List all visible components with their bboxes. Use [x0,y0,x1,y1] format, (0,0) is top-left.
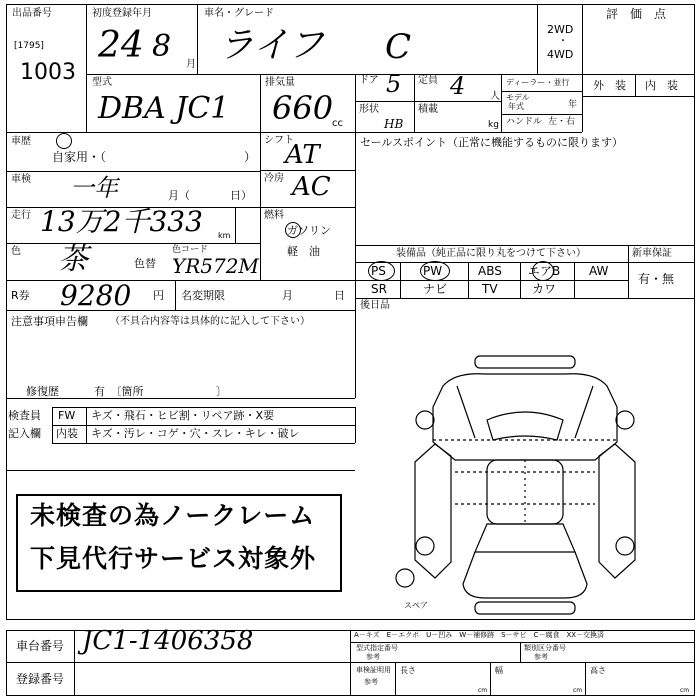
aircon-label: 冷房 [264,173,284,184]
history-circle-mark [56,133,72,149]
capacity-unit: 人 [490,91,500,102]
fuel-label: 燃料 [264,210,284,221]
shaken-label: 車検 [11,174,31,185]
stamp-line-2: 下見代行サービス対象外 [30,544,317,573]
model-year-unit: 年 [568,100,578,110]
notes-label: 注意事項申告欄 [11,315,88,328]
equip-airbag: エアB [528,264,561,278]
repair-label: 修復歴 [26,385,59,398]
lot-small-number: [1795] [14,41,44,51]
shift-value: AT [285,140,320,170]
name-change-label: 名変期限 [181,289,225,302]
drive-4wd: 4WD [547,48,574,61]
approval-label-1: 型式指定番号 [356,644,398,652]
name-change-month: 月 [282,289,293,302]
circle-ps [368,261,395,281]
mileage-label: 走行 [11,210,31,221]
r-ken-label: R券 [11,289,30,302]
mileage-unit: km [218,231,231,240]
post-note-label: 後日品 [360,300,390,311]
equip-leather: カワ [532,282,557,296]
equip-pw: PW [423,264,443,278]
drive-sep: ・ [558,36,568,47]
first-reg-month: 8 [152,29,172,64]
model-label: 型式 [92,77,112,88]
lot-label: 出品番号 [12,8,52,19]
exterior-label: 外 装 [593,79,626,92]
dims-length: 長さ [400,666,416,675]
shape-label: 形状 [359,104,379,115]
fuel-gasoline: ガソリン [287,224,331,237]
shaken-month: 月（ [168,189,190,202]
fw-text: キズ・飛石・ヒビ割・リペア跡・X要 [91,409,275,422]
load-unit: kg [488,120,499,130]
approval-label-2: 参考 [366,653,380,661]
equip-aw: AW [589,264,609,278]
car-name: ライフ [218,25,324,66]
dims-length-unit: cm [478,687,488,694]
shaken-value: 一年 [70,174,118,202]
fuel-diesel: 軽 油 [287,245,320,258]
door-label: ドア [359,75,379,86]
dims-height-unit: cm [680,687,690,694]
eval-label: 評 価 点 [606,7,667,21]
circle-airbag [532,261,554,281]
repair-value: 有 〔箇所 [94,385,144,398]
fw-label: FW [58,409,76,422]
lot-number: 1003 [20,60,76,85]
shape-value: HB [384,117,404,131]
repair-close: 〕 [216,385,227,398]
capacity-value: 4 [450,72,466,100]
model-year-label-1: モデル [506,93,530,102]
stamp-line-1: 未検査の為ノークレーム [30,501,316,530]
dealer-label: ディーラー・並行 [506,78,570,87]
notes-hint: （不具合内容等は具体的に記入して下さい） [110,316,310,327]
history-close: ） [244,150,257,164]
name-change-day: 日 [334,289,345,302]
warranty-label: 新車保証 [632,248,672,259]
spare-label: スペア [404,601,428,610]
history-label: 車歴 [11,136,31,147]
dims-label-2: 参考 [364,678,378,686]
color-code-label: 色コード [172,245,209,255]
car-name-label: 車名・グレード [204,8,274,19]
dims-width: 幅 [495,666,503,675]
model-year-label-2: 年式 [508,102,524,111]
model-value: DBA JC1 [98,91,230,126]
drive-2wd: 2WD [547,23,574,36]
first-reg-month-unit: 月 [186,59,196,70]
equip-abs: ABS [478,264,502,278]
load-label: 積載 [418,104,438,115]
displacement-label: 排気量 [265,77,295,88]
registration-label: 登録番号 [16,672,65,686]
int-label: 内装 [56,427,78,440]
history-value: 自家用・（ [52,150,107,164]
sales-point-label: セールスポイント（正常に機能するものに限ります） [360,136,624,149]
handle-label: ハンドル [506,117,543,127]
interior-label: 内 装 [645,79,678,92]
first-reg-year: 24 [98,25,144,66]
chassis-label: 車台番号 [16,639,65,653]
repaint-label: 色替 [134,257,156,270]
mileage-value: 13万2千333 [40,205,203,238]
equip-sr: SR [371,282,387,296]
equip-ps: PS [371,264,386,278]
handle-options: 左・右 [548,117,576,127]
category-label-2: 参考 [534,653,548,661]
dims-width-unit: cm [573,687,583,694]
equip-tv: TV [482,282,498,296]
displacement-value: 660 [272,89,334,127]
door-value: 5 [386,70,402,98]
dims-label-1: 車検証明用 [356,666,391,674]
equipment-label: 装備品（純正品に限り丸をつけて下さい） [396,248,586,259]
aircon-value: AC [292,172,331,202]
damage-legend: A－キズ E－エクボ U－凹み W－補修跡 S－サビ C－腐食 XX－交換済 [354,631,605,639]
capacity-label: 定員 [418,75,438,86]
category-label-1: 類別区分番号 [524,644,566,652]
r-ken-value: 9280 [60,279,132,312]
inspector-label-2: 記入欄 [8,427,41,440]
equip-navi: ナビ [423,282,448,296]
chassis-value: JC1-1406358 [82,626,254,656]
color-code: YR572M [172,254,259,278]
color-label: 色 [11,246,21,257]
first-reg-label: 初度登録年月 [92,8,152,19]
car-diagram [395,352,655,622]
shift-label: シフト [264,135,294,146]
circle-pw [420,261,450,281]
displacement-unit: cc [332,118,343,129]
warranty-value: 有・無 [638,272,675,286]
int-text: キズ・汚レ・コゲ・穴・スレ・キレ・破レ [91,427,300,440]
car-grade: C [385,27,412,67]
dims-height: 高さ [590,666,606,675]
shaken-day: 日） [230,189,252,202]
r-ken-unit: 円 [153,289,164,302]
color-value: 茶 [58,242,88,277]
inspector-label-1: 検査員 [8,409,41,422]
